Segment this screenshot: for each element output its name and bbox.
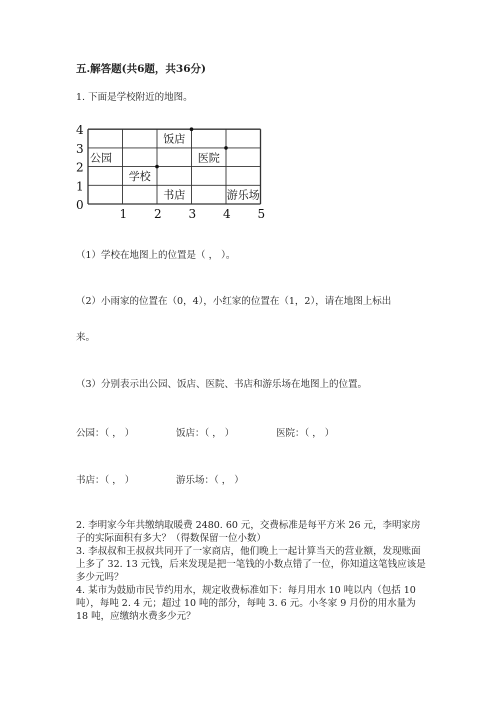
x-tick-label: 3 [188, 207, 197, 221]
map-place-label: 书店 [163, 188, 186, 202]
origin-tick-label: 0 [76, 198, 84, 212]
map-place-label: 饭店 [163, 132, 186, 146]
map-place-label: 游乐场 [226, 188, 260, 202]
question-2: 2. 李明家今年共缴纳取暖费 2480. 60 元，交费标准是每平方米 26 元，李明家房子的实际面积有多大？（得数保留一位小数） [76, 520, 421, 544]
y-tick-label: 2 [76, 160, 84, 175]
x-tick-label: 2 [154, 207, 162, 221]
map-place-label: 医院 [197, 151, 220, 165]
section-title: 五.解答题(共6题，共36分) [76, 63, 207, 75]
map-point-dot [155, 165, 159, 169]
y-tick-label: 4 [76, 123, 84, 138]
map-place-label: 公园 [90, 151, 112, 165]
x-tick-label: 5 [257, 207, 266, 221]
school-map-grid [70, 112, 280, 222]
question-4: 4. 某市为鼓励市民节约用水，规定收费标准如下：每月用水 10 吨以内（包括 10 吨），每吨 2. 4 元；超过 10 吨的部分，每吨 3. 6 元。小冬家 9 月份的用水量为 18 吨，应缴纳水费多少元？ [76, 585, 416, 622]
question-1-sub-1: （1）学校在地图上的位置是（ ， ）。 [76, 250, 236, 261]
map-point-dot [224, 146, 228, 150]
y-tick-label: 3 [76, 141, 84, 156]
answer-restaurant[interactable]: 饭店：（ ， ） [176, 428, 235, 439]
question-1-sub-2-line-1: （2）小雨家的位置在（0，4），小红家的位置在（1，2），请在地图上标出 [76, 296, 392, 307]
question-1-sub-2-line-2: 来。 [76, 332, 96, 343]
answer-amusement-park[interactable]: 游乐场：（ ， ） [176, 475, 244, 486]
answer-park[interactable]: 公园：（ ， ） [76, 428, 135, 439]
question-3: 3. 李叔叔和王叔叔共同开了一家商店，他们晚上一起计算当天的营业额，发现账面上多了 32. 13 元钱，后来发现是把一笔钱的小数点错了一位，你知道这笔钱应该是多少元吗？ [76, 546, 426, 583]
map-place-label: 学校 [128, 169, 151, 183]
map-point-dot [190, 127, 194, 131]
question-1-sub-3: （3）分别表示出公园、饭店、医院、书店和游乐场在地图上的位置。 [76, 379, 368, 390]
x-tick-label: 1 [119, 207, 128, 221]
question-1-intro: 1. 下面是学校附近的地图。 [76, 92, 193, 103]
x-tick-label: 4 [223, 207, 231, 221]
answer-hospital[interactable]: 医院：（ ， ） [276, 428, 335, 439]
answer-bookstore[interactable]: 书店：（ ， ） [76, 475, 135, 486]
y-tick-label: 1 [76, 179, 84, 194]
